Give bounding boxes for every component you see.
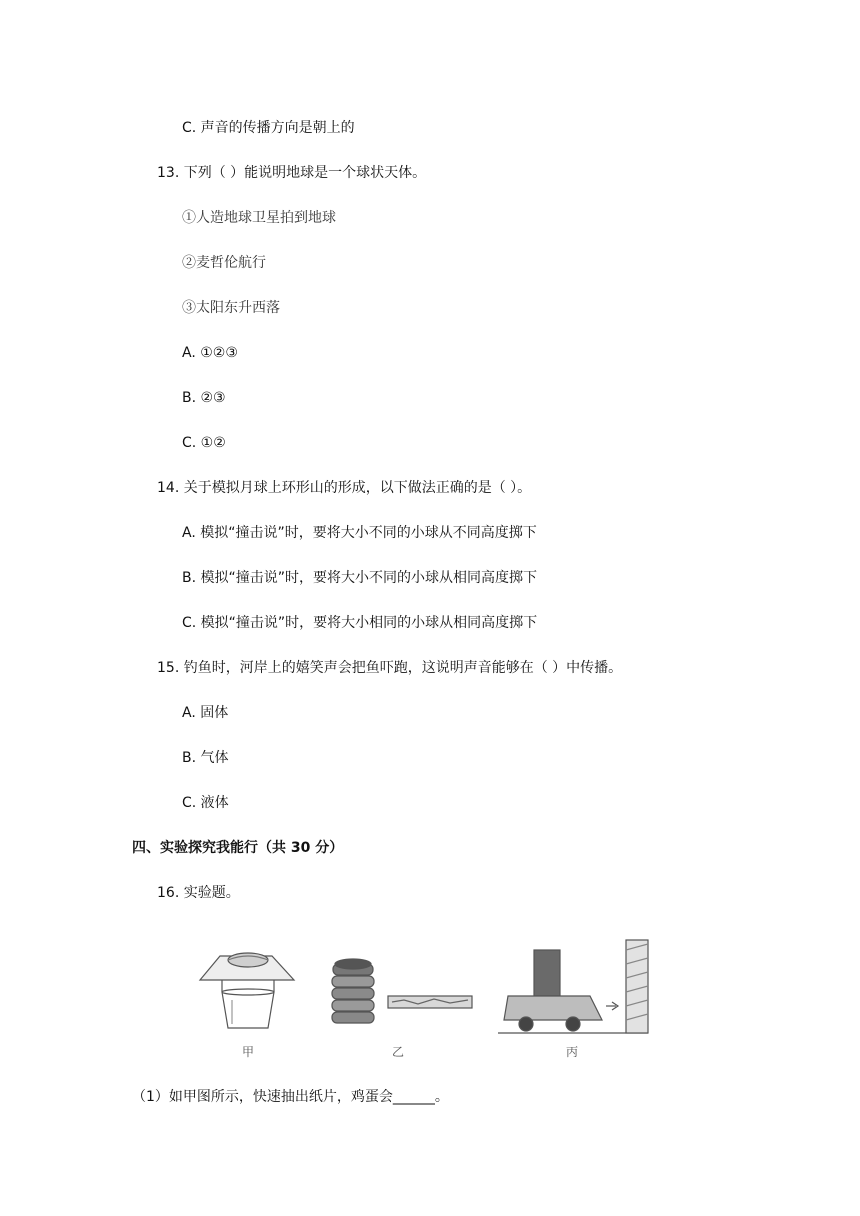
section-heading: 四、实验探究我能行（共 30 分）: [132, 840, 344, 856]
q13-stem: 13. 下列（ ）能说明地球是一个球状天体。: [157, 165, 427, 181]
q16-stem: 16. 实验题。: [157, 885, 240, 901]
q13-statement-2: ②麦哲伦航行: [182, 255, 266, 271]
q14-stem: 14. 关于模拟月球上环形山的形成，以下做法正确的是（ ）。: [157, 480, 532, 496]
q13-statement-3: ③太阳东升西落: [182, 300, 280, 316]
q12-option-c: C. 声音的传播方向是朝上的: [182, 120, 355, 136]
figure-yi-drawing: [332, 959, 472, 1023]
q16-part-1: （1）如甲图所示，快速抽出纸片，鸡蛋会______。: [132, 1089, 449, 1105]
experiment-figure: [198, 936, 664, 1064]
q15-option-b: B. 气体: [182, 750, 229, 766]
q14-option-b: B. 模拟“撞击说”时，要将大小不同的小球从相同高度掷下: [182, 570, 538, 586]
figure-label-yi: 乙: [391, 1045, 405, 1059]
q13-option-b: B. ②③: [182, 390, 226, 406]
q14-option-c: C. 模拟“撞击说”时，要将大小相同的小球从相同高度掷下: [182, 615, 538, 631]
q13-option-a: A. ①②③: [182, 345, 238, 361]
figure-bing-drawing: [498, 940, 648, 1033]
q13-statement-1: ①人造地球卫星拍到地球: [182, 210, 336, 226]
figure-jia-drawing: [200, 953, 294, 1028]
q13-option-c: C. ①②: [182, 435, 226, 451]
figure-label-jia: 甲: [241, 1045, 255, 1059]
q15-stem: 15. 钓鱼时，河岸上的嬉笑声会把鱼吓跑，这说明声音能够在（ ）中传播。: [157, 660, 623, 676]
figure-label-bing: 丙: [565, 1045, 579, 1059]
q15-option-c: C. 液体: [182, 795, 229, 811]
q15-option-a: A. 固体: [182, 705, 229, 721]
q14-option-a: A. 模拟“撞击说”时，要将大小不同的小球从不同高度掷下: [182, 525, 537, 541]
